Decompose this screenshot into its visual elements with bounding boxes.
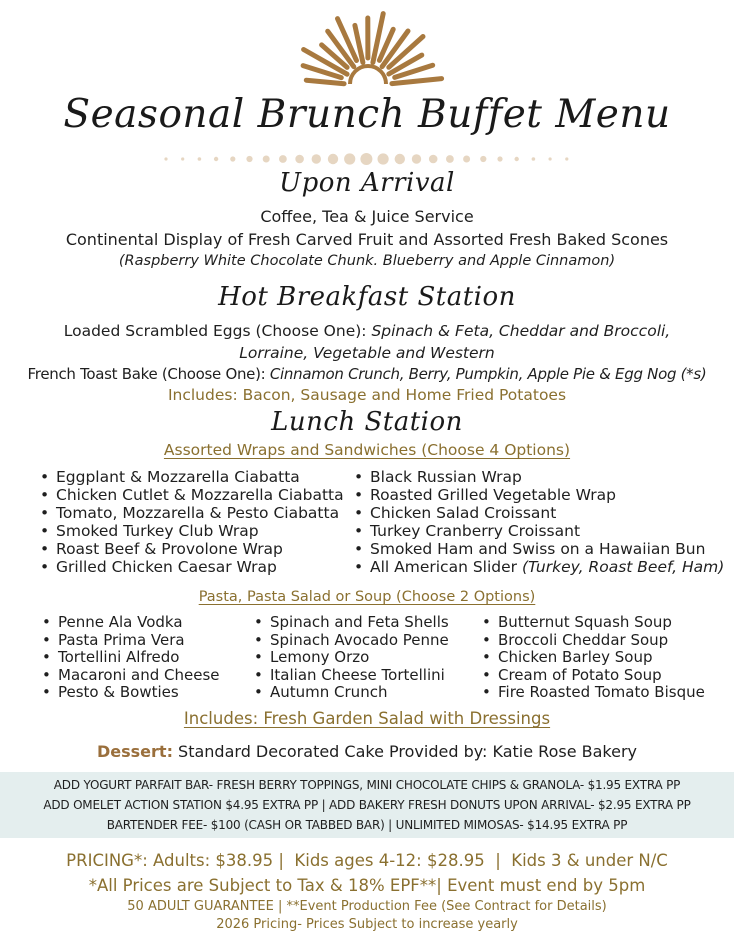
menu-item-label: All American Slider xyxy=(370,558,522,576)
menu-item xyxy=(36,504,344,522)
menu-item xyxy=(38,649,220,667)
toast-line xyxy=(0,365,734,383)
divider-dot xyxy=(344,153,355,164)
sunrise-rays-icon xyxy=(288,8,448,88)
scones-note: (Raspberry White Chocolate Chunk. Blueberry and Apple Cinnamon) xyxy=(118,253,616,269)
menu-item xyxy=(250,614,449,632)
sun-ray xyxy=(306,80,344,84)
menu-item xyxy=(250,667,449,685)
addon-line: BARTENDER FEE- $100 (CASH OR TABBED BAR) | UNLIMITED MIMOSAS- $14.95 EXTRA PP xyxy=(106,818,628,832)
divider-dot xyxy=(463,156,470,163)
menu-item xyxy=(36,468,344,486)
menu-item-label: Roasted Grilled Vegetable Wrap xyxy=(370,486,616,504)
pricing-line: PRICING*: Adults: $38.95 | Kids ages 4-12: $28.95 | Kids 3 & under N/C xyxy=(66,851,668,870)
divider-dot xyxy=(497,156,502,161)
menu-item xyxy=(250,649,449,667)
wraps-list-right xyxy=(350,468,724,576)
menu-item xyxy=(478,632,705,650)
divider-dot xyxy=(429,155,438,164)
menu-item-label: Fire Roasted Tomato Bisque xyxy=(498,683,705,701)
lunch-heading: Lunch Station xyxy=(271,407,463,437)
hot-breakfast-heading: Hot Breakfast Station xyxy=(218,282,516,312)
menu-item xyxy=(38,684,220,702)
menu-item xyxy=(250,684,449,702)
sun-arc xyxy=(350,66,386,84)
divider-dot xyxy=(532,157,536,161)
menu-item-label: Roast Beef & Provolone Wrap xyxy=(56,540,283,558)
dessert-text: Standard Decorated Cake Provided by: Katie Rose Bakery xyxy=(172,742,637,761)
menu-item xyxy=(250,632,449,650)
addon-line: ADD YOGURT PARFAIT BAR- FRESH BERRY TOPPINGS, MINI CHOCOLATE CHIPS & GRANOLA- $1.95 EXTRA PP xyxy=(53,778,681,792)
upon-arrival-heading: Upon Arrival xyxy=(279,168,455,198)
menu-item xyxy=(350,468,724,486)
wraps-heading: Assorted Wraps and Sandwiches (Choose 4 Options) xyxy=(163,441,571,459)
menu-item xyxy=(478,649,705,667)
menu-item xyxy=(478,614,705,632)
menu-item-label: Chicken Barley Soup xyxy=(498,648,653,666)
menu-title: Seasonal Brunch Buffet Menu xyxy=(63,92,671,137)
menu-item xyxy=(350,486,724,504)
lunch-includes: Includes: Fresh Garden Salad with Dressings xyxy=(183,709,551,728)
menu-item xyxy=(38,667,220,685)
divider-dot xyxy=(378,153,389,164)
menu-item xyxy=(38,614,220,632)
slider-note: (Turkey, Roast Beef, Ham) xyxy=(521,558,725,576)
menu-item xyxy=(38,632,220,650)
divider-dot xyxy=(515,157,519,161)
menu-item-label: Tomato, Mozzarella & Pesto Ciabatta xyxy=(56,504,340,522)
menu-item-label: Chicken Cutlet & Mozzarella Ciabatta xyxy=(56,486,344,504)
addons-band xyxy=(0,772,734,838)
divider-dot xyxy=(480,156,486,162)
eggs-options-cont: Lorraine, Vegetable and Western xyxy=(239,344,495,362)
divider-dot xyxy=(246,156,252,162)
menu-item-label: Penne Ala Vodka xyxy=(58,613,183,631)
divider-dot xyxy=(446,155,454,163)
divider-dot xyxy=(360,153,372,165)
menu-item-label: Spinach and Feta Shells xyxy=(270,613,449,631)
menu-item-label: Autumn Crunch xyxy=(270,683,388,701)
menu-item-label: Tortellini Alfredo xyxy=(58,648,180,666)
menu-item-label: Italian Cheese Tortellini xyxy=(270,665,445,684)
menu-item-label: Pesto & Bowties xyxy=(58,683,179,701)
wraps-list-left xyxy=(36,468,344,576)
menu-item-label: Black Russian Wrap xyxy=(370,468,522,486)
divider-dot xyxy=(214,157,218,161)
addon-line: ADD OMELET ACTION STATION $4.95 EXTRA PP | ADD BAKERY FRESH DONUTS UPON ARRIVAL- $2.95 EXTRA PP xyxy=(43,798,691,812)
divider-dot xyxy=(295,155,304,164)
divider-dot xyxy=(328,154,338,164)
divider-dot xyxy=(230,156,235,161)
divider-dot xyxy=(549,157,552,160)
divider-dot xyxy=(412,154,421,163)
menu-item-label: Smoked Turkey Club Wrap xyxy=(56,522,259,540)
menu-item-label: Turkey Cranberry Croissant xyxy=(370,522,581,540)
pasta-list-1 xyxy=(38,614,220,702)
sun-ray xyxy=(392,79,442,84)
breakfast-includes: Includes: Bacon, Sausage and Home Fried Potatoes xyxy=(167,386,567,404)
divider-dot xyxy=(312,154,321,163)
pricing-year-note: 2026 Pricing- Prices Subject to increase yearly xyxy=(216,917,518,932)
divider-dot xyxy=(198,157,202,161)
pasta-list-2 xyxy=(250,614,449,702)
menu-item-label: Pasta Prima Vera xyxy=(58,630,185,649)
menu-item xyxy=(478,684,705,702)
menu-item xyxy=(350,540,724,558)
menu-item-label: Butternut Squash Soup xyxy=(498,613,672,631)
menu-item-label: Cream of Potato Soup xyxy=(498,665,662,684)
guarantee-line: 50 ADULT GUARANTEE | **Event Production Fee (See Contract for Details) xyxy=(127,899,607,914)
menu-item-label: Chicken Salad Croissant xyxy=(370,504,557,522)
eggs-options: Spinach & Feta, Cheddar and Broccoli, xyxy=(371,322,671,340)
menu-item-label: Broccoli Cheddar Soup xyxy=(498,630,669,649)
divider-dot xyxy=(565,157,568,160)
pasta-list-3 xyxy=(478,614,705,702)
menu-item xyxy=(36,540,344,558)
divider-dot xyxy=(263,156,270,163)
pasta-heading: Pasta, Pasta Salad or Soup (Choose 2 Options) xyxy=(198,589,536,605)
menu-item xyxy=(478,667,705,685)
divider-dot xyxy=(164,157,167,160)
toast-label: French Toast Bake (Choose One): xyxy=(27,365,270,383)
menu-item xyxy=(350,522,724,540)
pricing-terms: *All Prices are Subject to Tax & 18% EPF**| Event must end by 5pm xyxy=(88,876,646,895)
menu-item-label: Macaroni and Cheese xyxy=(58,665,220,684)
divider-dot xyxy=(181,157,184,160)
menu-item-label: Lemony Orzo xyxy=(270,648,370,666)
eggs-label: Loaded Scrambled Eggs (Choose One): xyxy=(63,322,372,340)
arrival-line-continental: Continental Display of Fresh Carved Fruit and Assorted Fresh Baked Scones xyxy=(65,230,669,249)
divider-dot xyxy=(395,154,405,164)
menu-item xyxy=(350,504,724,522)
menu-item-label: Grilled Chicken Caesar Wrap xyxy=(56,558,277,576)
menu-item-label: Spinach Avocado Penne xyxy=(270,630,449,649)
menu-item-label: Eggplant & Mozzarella Ciabatta xyxy=(56,468,300,486)
dot-divider xyxy=(160,152,572,166)
eggs-line xyxy=(0,322,734,340)
dessert-line xyxy=(0,742,734,761)
menu-item-label: Smoked Ham and Swiss on a Hawaiian Bun xyxy=(370,540,706,558)
menu-item xyxy=(350,558,724,576)
menu-item xyxy=(36,522,344,540)
divider-dot xyxy=(279,155,287,163)
menu-item xyxy=(36,486,344,504)
menu-item xyxy=(36,558,344,576)
dessert-label: Dessert: xyxy=(97,742,173,761)
arrival-line-coffee: Coffee, Tea & Juice Service xyxy=(260,207,474,226)
toast-options: Cinnamon Crunch, Berry, Pumpkin, Apple Pie & Egg Nog (*s) xyxy=(269,365,707,383)
